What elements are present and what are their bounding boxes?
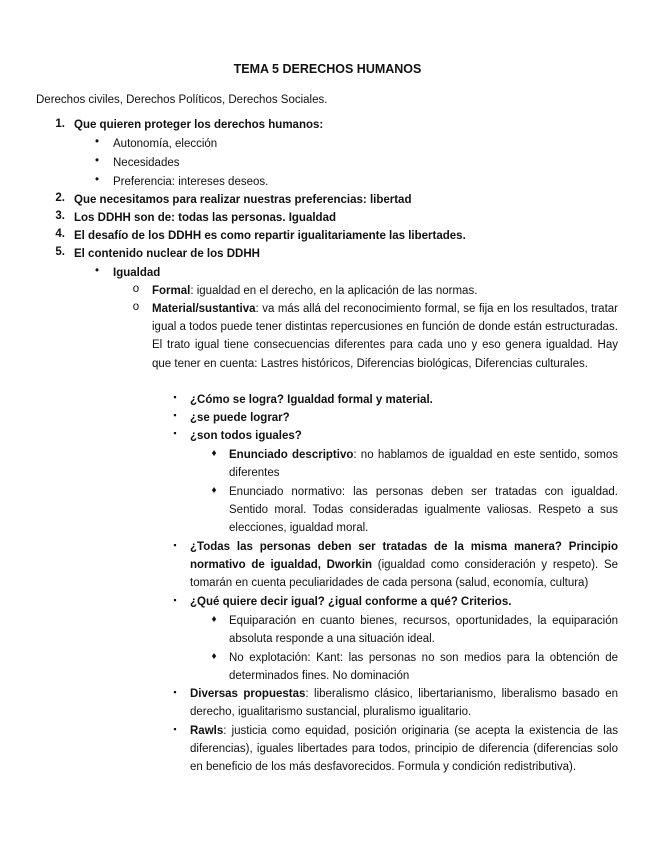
bullet-icon: • xyxy=(94,265,100,277)
bullet-icon: • xyxy=(94,155,100,167)
square-bullet-icon: ▪ xyxy=(173,687,177,697)
square-bullet-icon: ▪ xyxy=(173,392,177,402)
intro-text: Derechos civiles, Derechos Políticos, Derechos Sociales. xyxy=(36,94,328,106)
diamond-bullet-icon: ♦ xyxy=(211,651,217,662)
diamond-bullet-icon: ♦ xyxy=(211,614,217,625)
rawls-item: Rawls: justicia como equidad, posición originaria (se acepta la existencia de las diferencias), iguales libertades para todos, principio de diferencia (diferencias solo en beneficio de los más desfavorecidos. Formula y condición redistributiva). xyxy=(190,725,618,774)
igualdad-heading: Igualdad xyxy=(113,267,161,279)
page-title: TEMA 5 DERECHOS HUMANOS xyxy=(233,62,422,76)
question-lograr: ¿se puede lograr? xyxy=(190,412,290,424)
formal-item: Formal: igualdad en el derecho, en la aplicación de las normas. xyxy=(152,285,478,297)
diamond-bullet-icon: ♦ xyxy=(211,485,217,496)
diversas-propuestas: Diversas propuestas: liberalismo clásico, libertarianismo, liberalismo basado en derecho, igualitarismo sustancial, pluralismo igualitario. xyxy=(190,688,618,719)
material-item: Material/sustantiva: va más allá del reconocimiento formal, se fija en los resultados, tratar igual a todos puede tener distintas repercusiones en función de donde están estructuradas. El trato igual tiene consecuencias diferentes para cada uno y eso genera igualdad. Hay que tener en cuenta: Lastres históricos, Diferencias biológicas, Diferencias culturales. xyxy=(152,303,618,370)
square-bullet-icon: ▪ xyxy=(173,410,177,420)
square-bullet-icon: ▪ xyxy=(173,540,177,550)
question-como: ¿Cómo se logra? Igualdad formal y material. xyxy=(190,394,433,406)
circle-bullet-icon: o xyxy=(132,283,140,295)
equiparacion-item: Equiparación en cuanto bienes, recursos, oportunidades, la equiparación absoluta responde a una situación ideal. xyxy=(229,615,618,646)
question-tratadas: ¿Todas las personas deben ser tratadas de la misma manera? Principio normativo de igualdad, Dworkin (igualdad como consideración y respeto). Se tomarán en cuenta peculiaridades de cada persona (salud, economía, cultura) xyxy=(190,541,619,590)
square-bullet-icon: ▪ xyxy=(173,595,177,605)
enunciado-normativo: Enunciado normativo: las personas deben ser tratadas con igualdad. Sentido moral. Todas consideradas igualmente valiosas. Respeto a sus elecciones, igualdad moral. xyxy=(229,486,618,535)
question-criterios: ¿Qué quiere decir igual? ¿igual conforme a qué? Criterios. xyxy=(190,596,512,608)
bullet-icon: • xyxy=(94,136,100,148)
question-iguales: ¿son todos iguales? xyxy=(190,430,302,442)
bullet-icon: • xyxy=(94,174,100,186)
no-explotacion-item: No explotación: Kant: las personas no son medios para la obtención de determinados fines. No dominación xyxy=(229,652,618,683)
enunciado-descriptivo: Enunciado descriptivo: no hablamos de igualdad en este sentido, somos diferentes xyxy=(229,449,619,480)
square-bullet-icon: ▪ xyxy=(173,428,177,438)
circle-bullet-icon: o xyxy=(132,301,140,313)
diamond-bullet-icon: ♦ xyxy=(211,448,217,459)
square-bullet-icon: ▪ xyxy=(173,724,177,734)
